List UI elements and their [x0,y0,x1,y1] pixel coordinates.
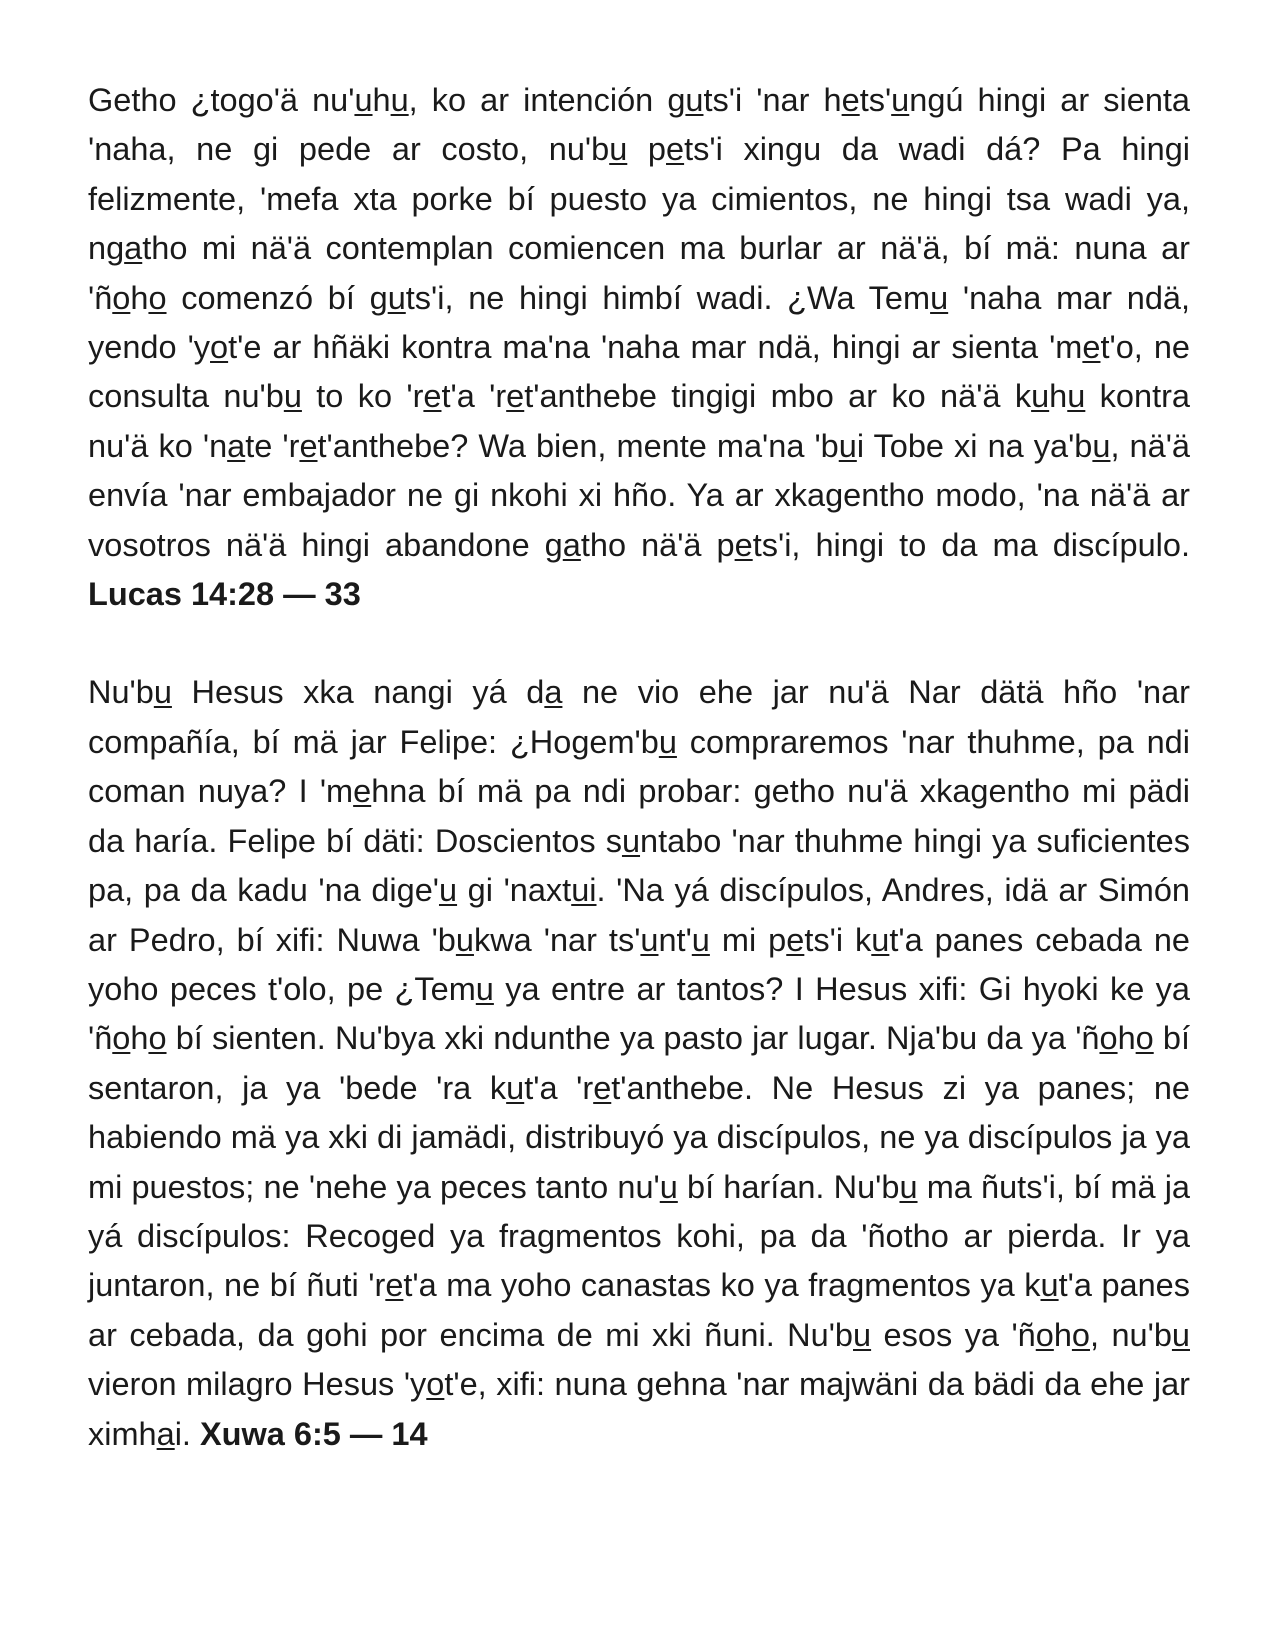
underlined-letter: u [283,378,302,415]
passage-paragraph [88,76,1190,619]
underlined-letter: u [390,82,409,118]
underlined-letter: e [299,427,318,464]
underlined-letter: a [156,1415,175,1452]
underlined-letter: u [659,1168,678,1205]
underlined-letter: u [899,1168,918,1205]
underlined-letter: e [385,1267,404,1304]
underlined-letter: e [593,1069,612,1106]
passage-citation: Lucas 14:28 — 33 [88,576,361,613]
underlined-letter: u [1031,378,1050,415]
underlined-letter: o [1035,1316,1054,1353]
underlined-letter: a [124,230,143,267]
underlined-letter: o [1099,1020,1118,1057]
underlined-letter: u [1040,1267,1059,1304]
underlined-letter: u [354,82,373,118]
passage-paragraph [88,668,1190,1459]
underlined-letter: u [475,970,494,1007]
underlined-letter: u [640,921,659,958]
underlined-letter: u [838,427,857,464]
underlined-letter: o [1071,1316,1090,1353]
underlined-letter: u [853,1316,872,1353]
underlined-letter: o [426,1366,445,1403]
underlined-letter: e [1082,329,1101,366]
underlined-letter: u [506,1069,525,1106]
underlined-letter: o [112,279,131,316]
underlined-letter: u [691,921,710,958]
underlined-letter: e [423,378,442,415]
underlined-letter: u [930,279,949,316]
underlined-letter: u [1171,1316,1190,1353]
underlined-letter: o [1135,1020,1154,1057]
underlined-letter: u [891,82,910,118]
underlined-letter: o [148,1020,167,1057]
underlined-letter: u [871,921,890,958]
underlined-letter: ui [571,872,597,909]
underlined-letter: u [609,131,628,168]
underlined-letter: a [544,674,563,711]
underlined-letter: a [562,526,581,563]
underlined-letter: u [455,921,474,958]
underlined-letter: o [148,279,167,316]
underlined-letter: u [685,82,704,118]
underlined-letter: u [1092,427,1111,464]
underlined-letter: e [666,131,685,168]
underlined-letter: u [438,872,458,909]
underlined-letter: e [734,526,753,563]
document-page [88,76,1190,1459]
underlined-letter: e [841,82,860,118]
passage-body: Nu'bu Hesus xka nangi yá da ne vio ehe jar nu'ä Nar dätä hño 'nar compañía, bí mä jar Felipe: ¿Hogem'bu compraremos 'nar thuhme, pa ndi coman nuya? I 'mehna bí mä pa ndi probar: getho nu'ä xkagentho mi pädi da haría. Felipe bí däti: Doscientos suntabo 'nar thuhme hingi ya suficientes pa, pa da kadu 'na dige'u gi 'naxtui. 'Na yá discípulos, Andres, idä ar Simón ar Pedro, bí xifi: Nuwa 'bukwa 'nar ts'unt'u mi pets'i kut'a panes cebada ne yoho peces t'olo, pe ¿Temu ya entre ar tantos? I Hesus xifi: Gi hyoki ke ya 'ñoho bí sienten. Nu'bya xki ndunthe ya pasto jar lugar. Nja'bu da ya 'ñoho bí sentaron, ja ya 'bede 'ra kut'a 'ret'anthebe. Ne Hesus zi ya panes; ne habiendo mä ya xki di jamädi, distribuyó ya discípulos, ne ya discípulos ja ya mi puestos; ne 'nehe ya peces tanto nu'u bí harían. Nu'bu ma ñuts'i, bí mä ja yá discípulos: Recoged ya fragmentos kohi, pa da 'ñotho ar pierda. Ir ya juntaron, ne bí ñuti 'ret'a ma yoho canastas ko ya fragmentos ya kut'a panes ar cebada, da gohi por encima de mi xki ñuni. Nu'bu esos ya 'ñoho, nu'bu vieron milagro Hesus 'yot'e, xifi: nuna gehna 'nar majwäni da bädi da ehe jar ximhai. [88,674,1191,1452]
underlined-letter: u [1067,378,1086,415]
underlined-letter: e [786,921,805,958]
underlined-letter: u [621,822,641,859]
underlined-letter: u [658,723,677,760]
underlined-letter: u [153,674,172,711]
underlined-letter: u [387,279,406,316]
underlined-letter: o [112,1020,131,1057]
passage-body: Getho ¿togo'ä nu'uhu, ko ar intención guts'i 'nar hets'ungú hingi ar sienta 'naha, ne gi pede ar costo, nu'bu pets'i xingu da wadi dá? Pa hingi felizmente, 'mefa xta porke bí puesto ya cimientos, ne hingi tsa wadi ya, ngatho mi nä'ä contemplan comiencen ma burlar ar nä'ä, bí mä: nuna ar 'ñoho comenzó bí guts'i, ne hingi himbí wadi. ¿Wa Temu 'naha mar ndä, yendo 'yot'e ar hñäki kontra ma'na 'naha mar ndä, hingi ar sienta 'met'o, ne consulta nu'bu to ko 'ret'a 'ret'anthebe tingigi mbo ar ko nä'ä kuhu kontra nu'ä ko 'nate 'ret'anthebe? Wa bien, mente ma'na 'bui Tobe xi na ya'bu, nä'ä envía 'nar embajador ne gi nkohi xi hño. Ya ar xkagentho modo, 'na nä'ä ar vosotros nä'ä hingi abandone gatho nä'ä pets'i, hingi to da ma discípulo. [88,82,1191,563]
passage-citation: Xuwa 6:5 — 14 [199,1415,428,1452]
underlined-letter: e [506,378,525,415]
underlined-letter: a [227,427,246,464]
underlined-letter: e [353,773,372,810]
underlined-letter: o [210,329,229,366]
